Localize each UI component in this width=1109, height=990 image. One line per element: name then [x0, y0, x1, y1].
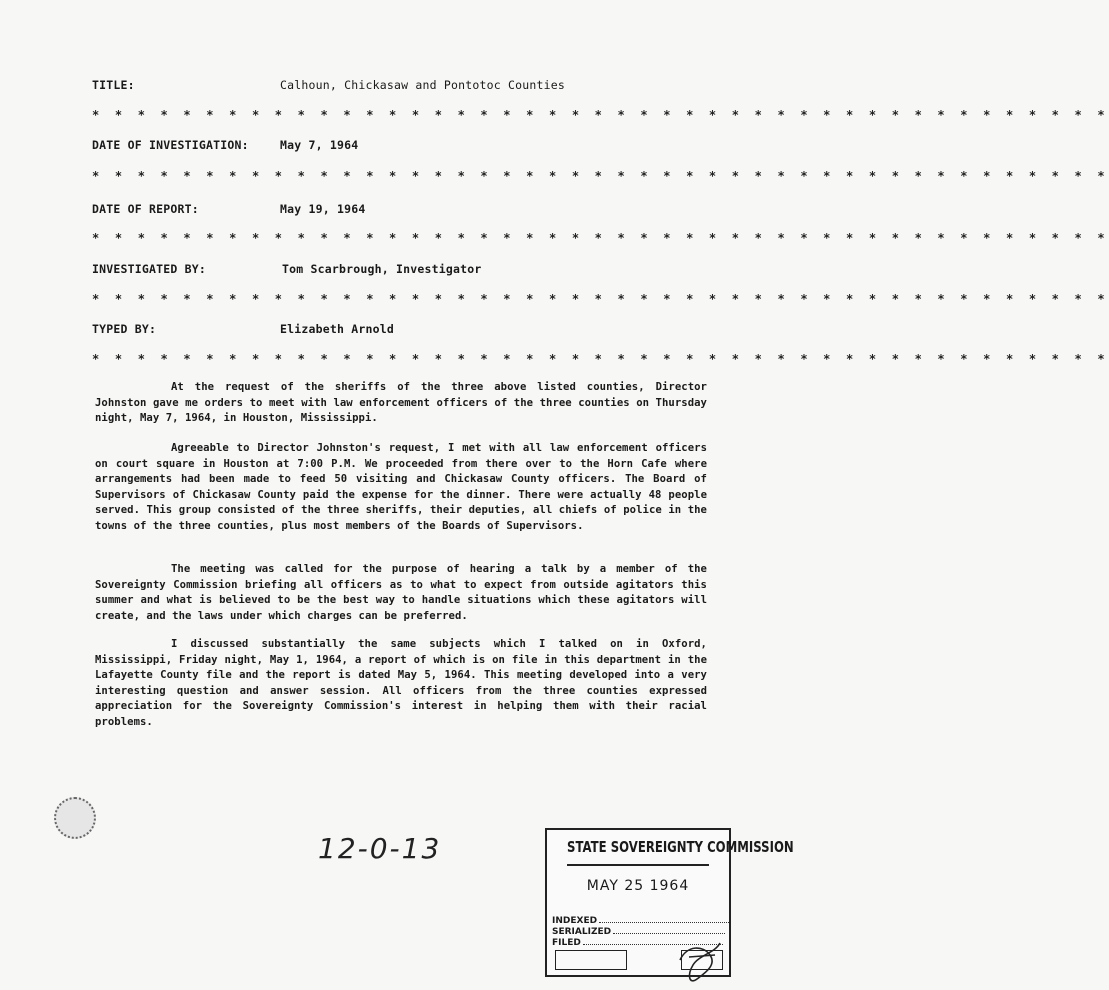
- stamp-date: MAY 25 1964: [586, 878, 690, 894]
- title-label: TITLE:: [92, 78, 135, 92]
- paragraph-4-text: I discussed substantially the same subjects which I talked on in Oxford, Mississippi, Friday night, May 1, 1964, a report of which is on file in this department in the Lafayette County file and the report is dated May 5, 1964. This meeting developed into a very interesting question and answer session. All officers from the three counties expressed appreciation for the Sovereignty Commission's interest in helping them with their racial problems.: [95, 638, 707, 728]
- paragraph-1-text: At the request of the sheriffs of the three above listed counties, Director Johnston gave me orders to meet with law enforcement officers of the three counties on Thursday night, May 7, 1964, in Houston, Mississippi.: [95, 381, 707, 425]
- stamp-title: STATE SOVEREIGNTY COMMISSION: [567, 830, 709, 866]
- date-of-investigation-label: DATE OF INVESTIGATION:: [92, 138, 249, 152]
- typed-by-value: Elizabeth Arnold: [280, 322, 394, 336]
- separator-4: * * * * * * * * * * * * * * * * * * * * * * * * * * * * * * * * * * * * * * * * * * * * *: [92, 292, 1109, 306]
- typed-by-row: [92, 322, 394, 336]
- paragraph-3: [95, 562, 707, 624]
- file-number: 12-0-13: [318, 832, 442, 865]
- signature-mark: [675, 935, 725, 985]
- date-of-investigation-row: [92, 138, 359, 152]
- stamp-serialized-label: SERIALIZED: [552, 927, 612, 937]
- investigated-by-value: Tom Scarbrough, Investigator: [282, 262, 482, 276]
- separator-5: * * * * * * * * * * * * * * * * * * * * * * * * * * * * * * * * * * * * * * * * * * * * *: [92, 352, 1109, 366]
- paragraph-3-text: The meeting was called for the purpose of hearing a talk by a member of the Sovereignty Commission briefing all officers as to what to expect from outside agitators this summer and what is believed to be the best way to handle situations which these agitators will create, and the laws under which charges can be preferred.: [95, 563, 707, 622]
- investigated-by-label: INVESTIGATED BY:: [92, 262, 206, 276]
- stamp-indexed: [552, 916, 729, 926]
- separator-1: * * * * * * * * * * * * * * * * * * * * * * * * * * * * * * * * * * * * * * * * * * * * *: [92, 108, 1109, 122]
- separator-3: * * * * * * * * * * * * * * * * * * * * * * * * * * * * * * * * * * * * * * * * * * * * *: [92, 231, 1109, 245]
- title-row: [92, 78, 565, 92]
- date-of-report-label: DATE OF REPORT:: [92, 202, 199, 216]
- stamp-box-left: [555, 950, 627, 970]
- stamp-indexed-label: INDEXED: [552, 916, 598, 926]
- title-value: Calhoun, Chickasaw and Pontotoc Counties: [280, 78, 565, 92]
- date-of-investigation-value: May 7, 1964: [280, 138, 359, 152]
- punch-hole: [54, 797, 96, 839]
- paragraph-2-text: Agreeable to Director Johnston's request, I met with all law enforcement officers on court square in Houston at 7:00 P.M. We proceeded from there over to the Horn Cafe where arrangements had been made to feed 50 visiting and Chickasaw County officers. The Board of Supervisors of Chickasaw County paid the expense for the dinner. There were actually 48 people served. This group consisted of the three sheriffs, their deputies, all chiefs of police in the towns of the three counties, plus most members of the Boards of Supervisors.: [95, 442, 707, 532]
- separator-2: * * * * * * * * * * * * * * * * * * * * * * * * * * * * * * * * * * * * * * * * * * * * *: [92, 169, 1109, 183]
- date-of-report-row: [92, 202, 366, 216]
- paragraph-1: [95, 380, 707, 427]
- stamp-filed-label: FILED: [552, 938, 581, 948]
- typed-by-label: TYPED BY:: [92, 322, 157, 336]
- paragraph-4: [95, 637, 707, 731]
- investigated-by-row: [92, 262, 482, 276]
- date-of-report-value: May 19, 1964: [280, 202, 366, 216]
- paragraph-2: [95, 441, 707, 535]
